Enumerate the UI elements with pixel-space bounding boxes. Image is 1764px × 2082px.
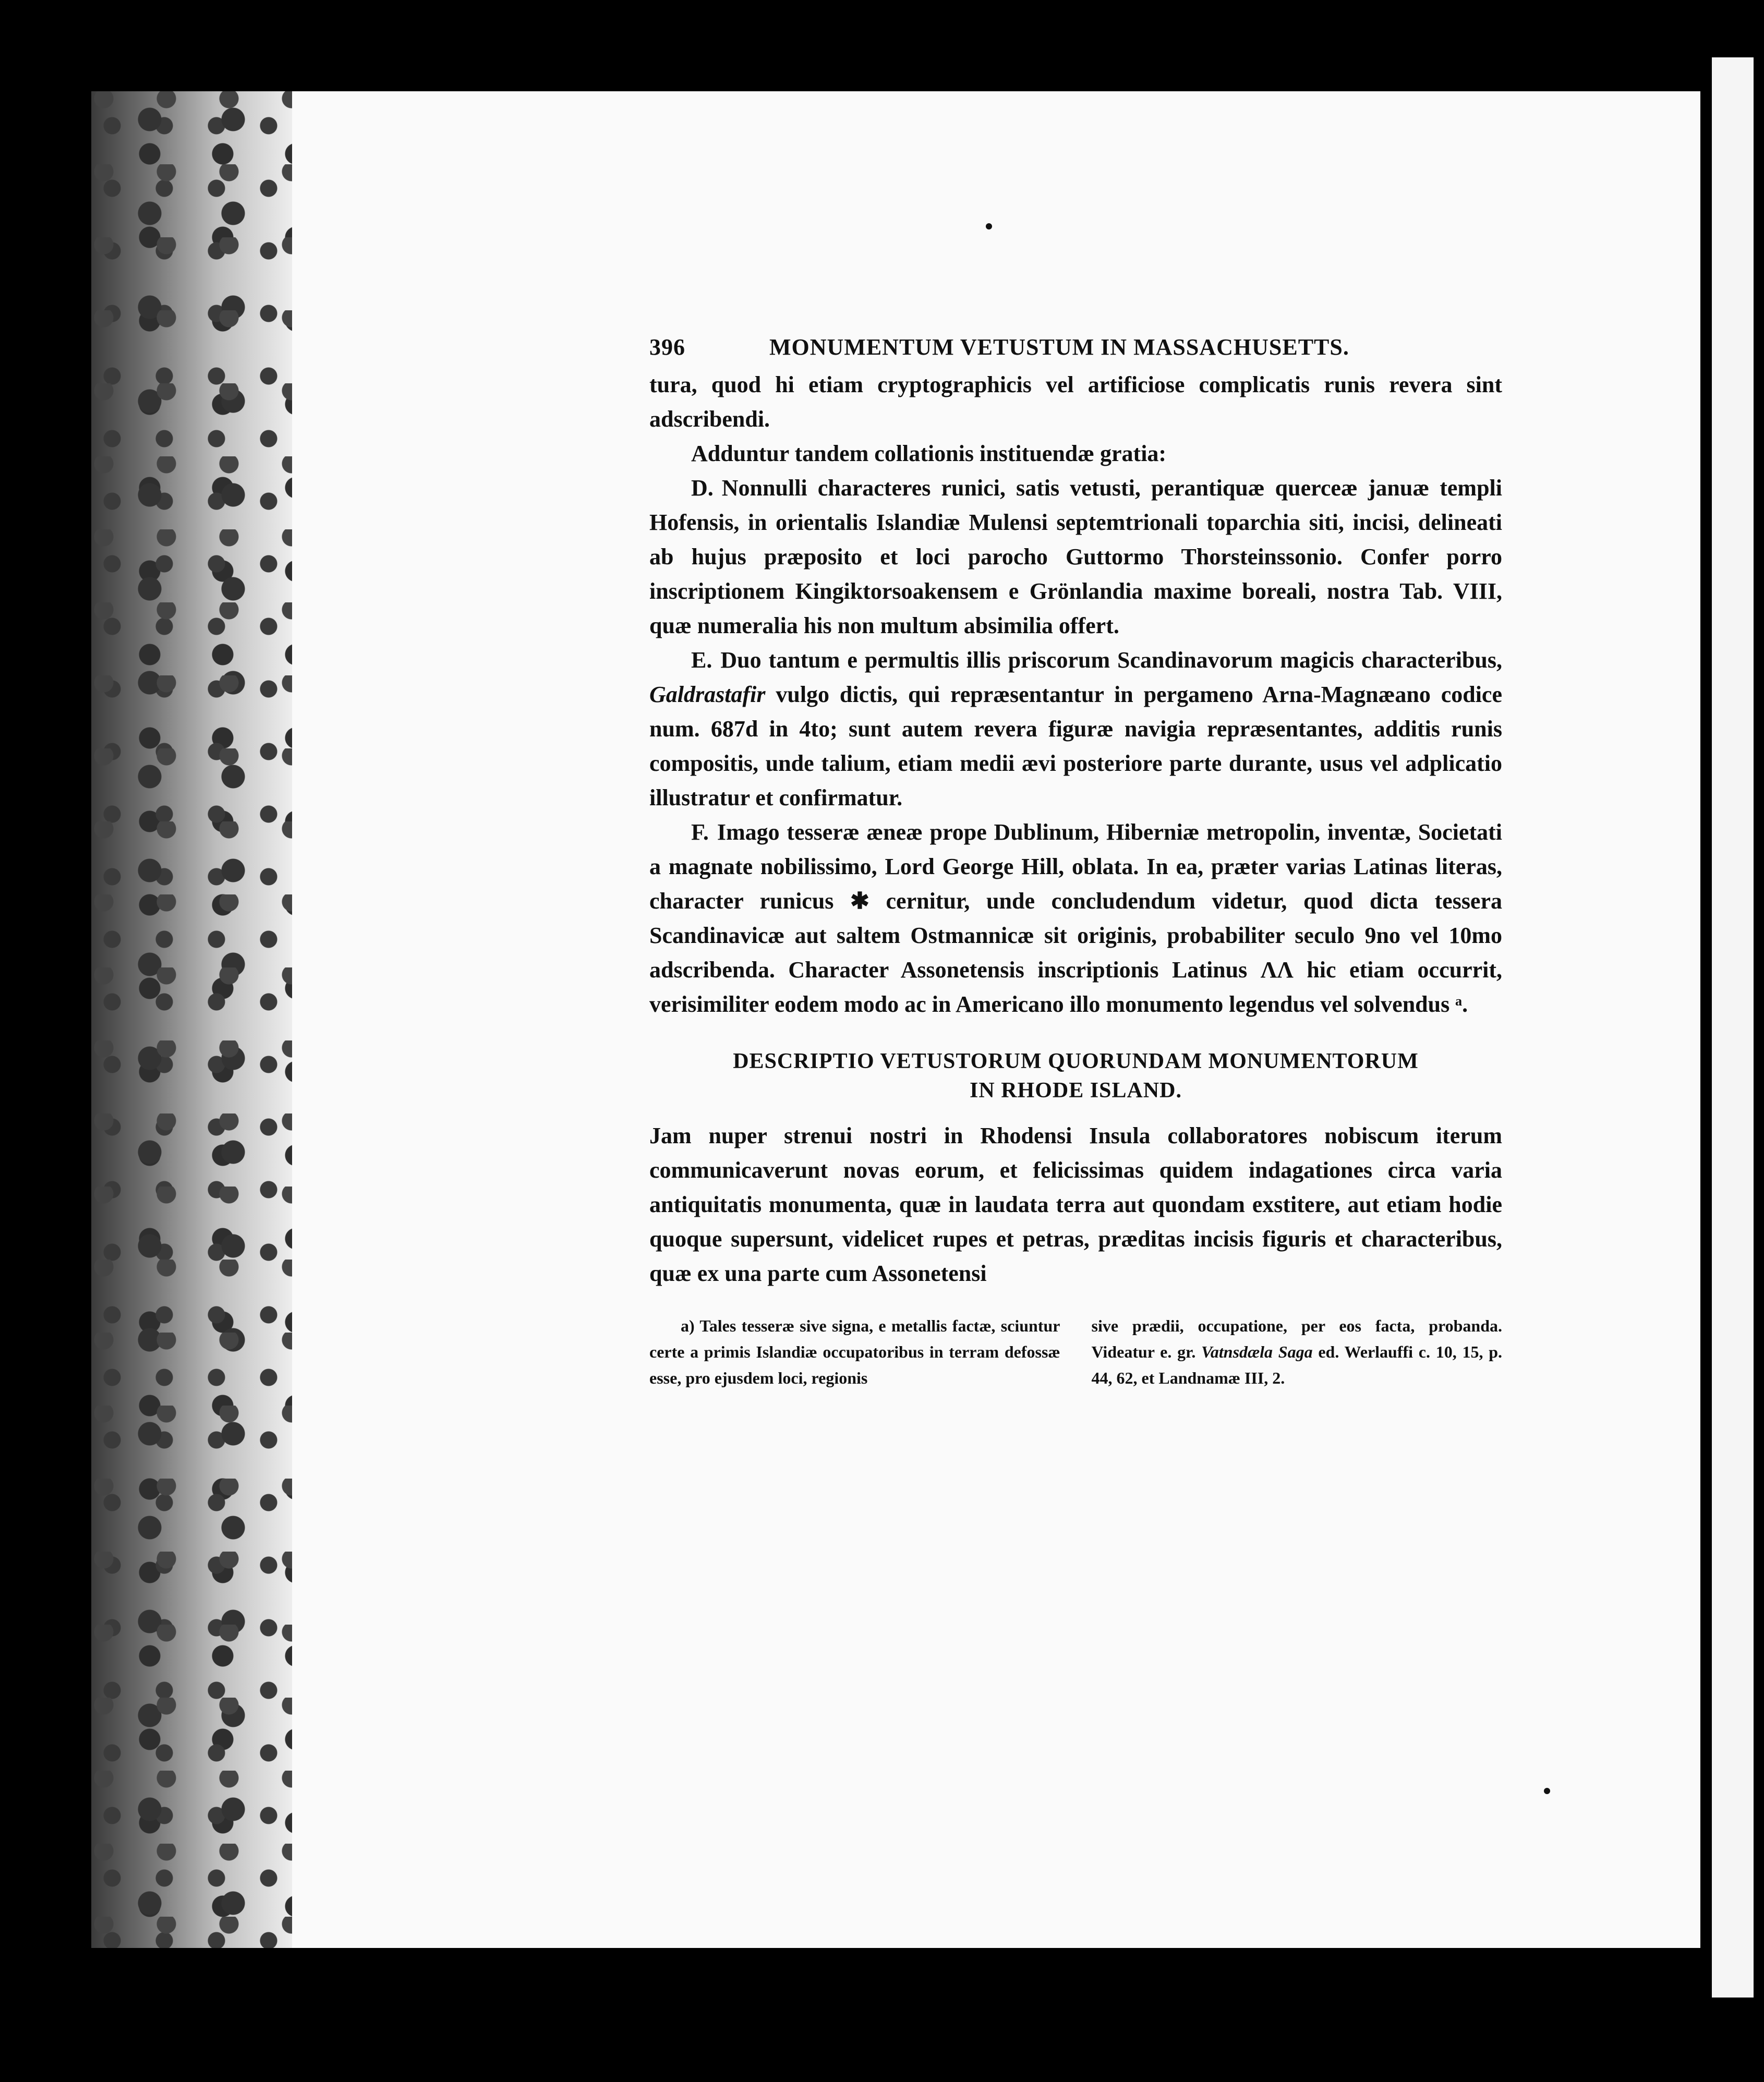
page-content	[649, 334, 1502, 1391]
ink-speck	[1544, 1788, 1550, 1794]
footnote-right	[1092, 1313, 1503, 1391]
italic-term: Galdrastafir	[649, 682, 766, 707]
italic-term: Vatnsdæla Saga	[1201, 1342, 1313, 1361]
body-text	[649, 368, 1502, 1022]
paragraph-text: Duo tantum e permultis illis priscorum Scandinavorum magicis characteribus,	[720, 647, 1502, 673]
item-label: E.	[691, 647, 712, 673]
paragraph-text: vulgo dictis, qui repræsentantur in pergameno Arna-Magnæano codice num. 687d in 4to; sunt autem revera figuræ navigia repræsentantes, additis runis compositis, unde talium, etiam medii ævi posteriore parte durante, usus vel adplicatio illustratur et confirmatur.	[649, 682, 1502, 810]
section-body	[649, 1119, 1502, 1291]
binding-margin	[91, 91, 300, 1948]
footnote-text: ed. Werlauffi c. 10, 15, p. 44, 62, et Landnamæ III, 2.	[1091, 1342, 1503, 1387]
paragraph: tura, quod hi etiam cryptographicis vel artificiose complicatis runis revera sint adscribendi.	[649, 372, 1502, 432]
footnote-text: sive prædii, occupatione, per eos facta, probanda. Videatur e. gr.	[1091, 1316, 1502, 1361]
section-heading-line: DESCRIPTIO VETUSTORUM QUORUNDAM MONUMENTORUM	[733, 1049, 1419, 1073]
running-head: MONUMENTUM VETUSTUM IN MASSACHUSETTS.	[769, 334, 1349, 360]
paragraph-f	[649, 815, 1502, 1022]
paragraph: Adduntur tandem collationis instituendæ gratia:	[691, 441, 1167, 466]
section-heading-line: IN RHODE ISLAND.	[970, 1079, 1182, 1103]
ink-speck	[986, 223, 992, 229]
paragraph-e	[649, 643, 1502, 815]
item-label: D.	[691, 475, 714, 501]
page-header	[649, 334, 1502, 360]
footnotes	[649, 1313, 1502, 1391]
facing-page-edge	[1712, 57, 1754, 1998]
paragraph: Jam nuper strenui nostri in Rhodensi Insula collaboratores nobiscum iterum communicaverunt novas eorum, et felicissimas quidem indagationes circa varia antiquitatis monumenta, quæ in laudata terra aut quondam exstitere, aut etiam hodie quoque supersunt, videlicet rupes et petras, præditas incisis figuris et characteribus, quæ ex una parte cum Assonetensi	[649, 1123, 1502, 1286]
section-heading	[649, 1047, 1502, 1105]
footnote-left: a) Tales tesseræ sive signa, e metallis factæ, sciuntur certe a primis Islandiæ occupatoribus in terram defossæ esse, pro ejusdem loci, regionis	[649, 1316, 1060, 1387]
paragraph-text: Imago tesseræ æneæ prope Dublinum, Hiberniæ metropolin, inventæ, Societati a magnate nobilissimo, Lord George Hill, oblata. In ea, præter varias Latinas literas, character runicus ✱ cernitur, unde concludendum videtur, quod dicta tessera Scandinavicæ aut saltem Ostmannicæ sit originis, probabiliter seculo 9no vel 10mo adscribenda. Character Assonetensis inscriptionis Latinus ΛΛ hic etiam occurrit, verisimiliter eodem modo ac in Americano illo monumento legendus vel solvendus ᵃ.	[649, 819, 1502, 1017]
paragraph-text: Nonnulli characteres runici, satis vetusti, perantiquæ querceæ januæ templi Hofensis, in orientalis Islandiæ Mulensi septemtrionali toparchia siti, incisi, delineati ab hujus præposito et loci parocho Guttormo Thorsteinssonio. Confer porro inscriptionem Kingiktorsoakensem e Grönlandia maxime boreali, nostra Tab. VIII, quæ numeralia his non multum absimilia offert.	[649, 475, 1502, 638]
page-number: 396	[649, 334, 685, 360]
item-label: F.	[691, 819, 709, 845]
paragraph-d	[649, 471, 1502, 643]
